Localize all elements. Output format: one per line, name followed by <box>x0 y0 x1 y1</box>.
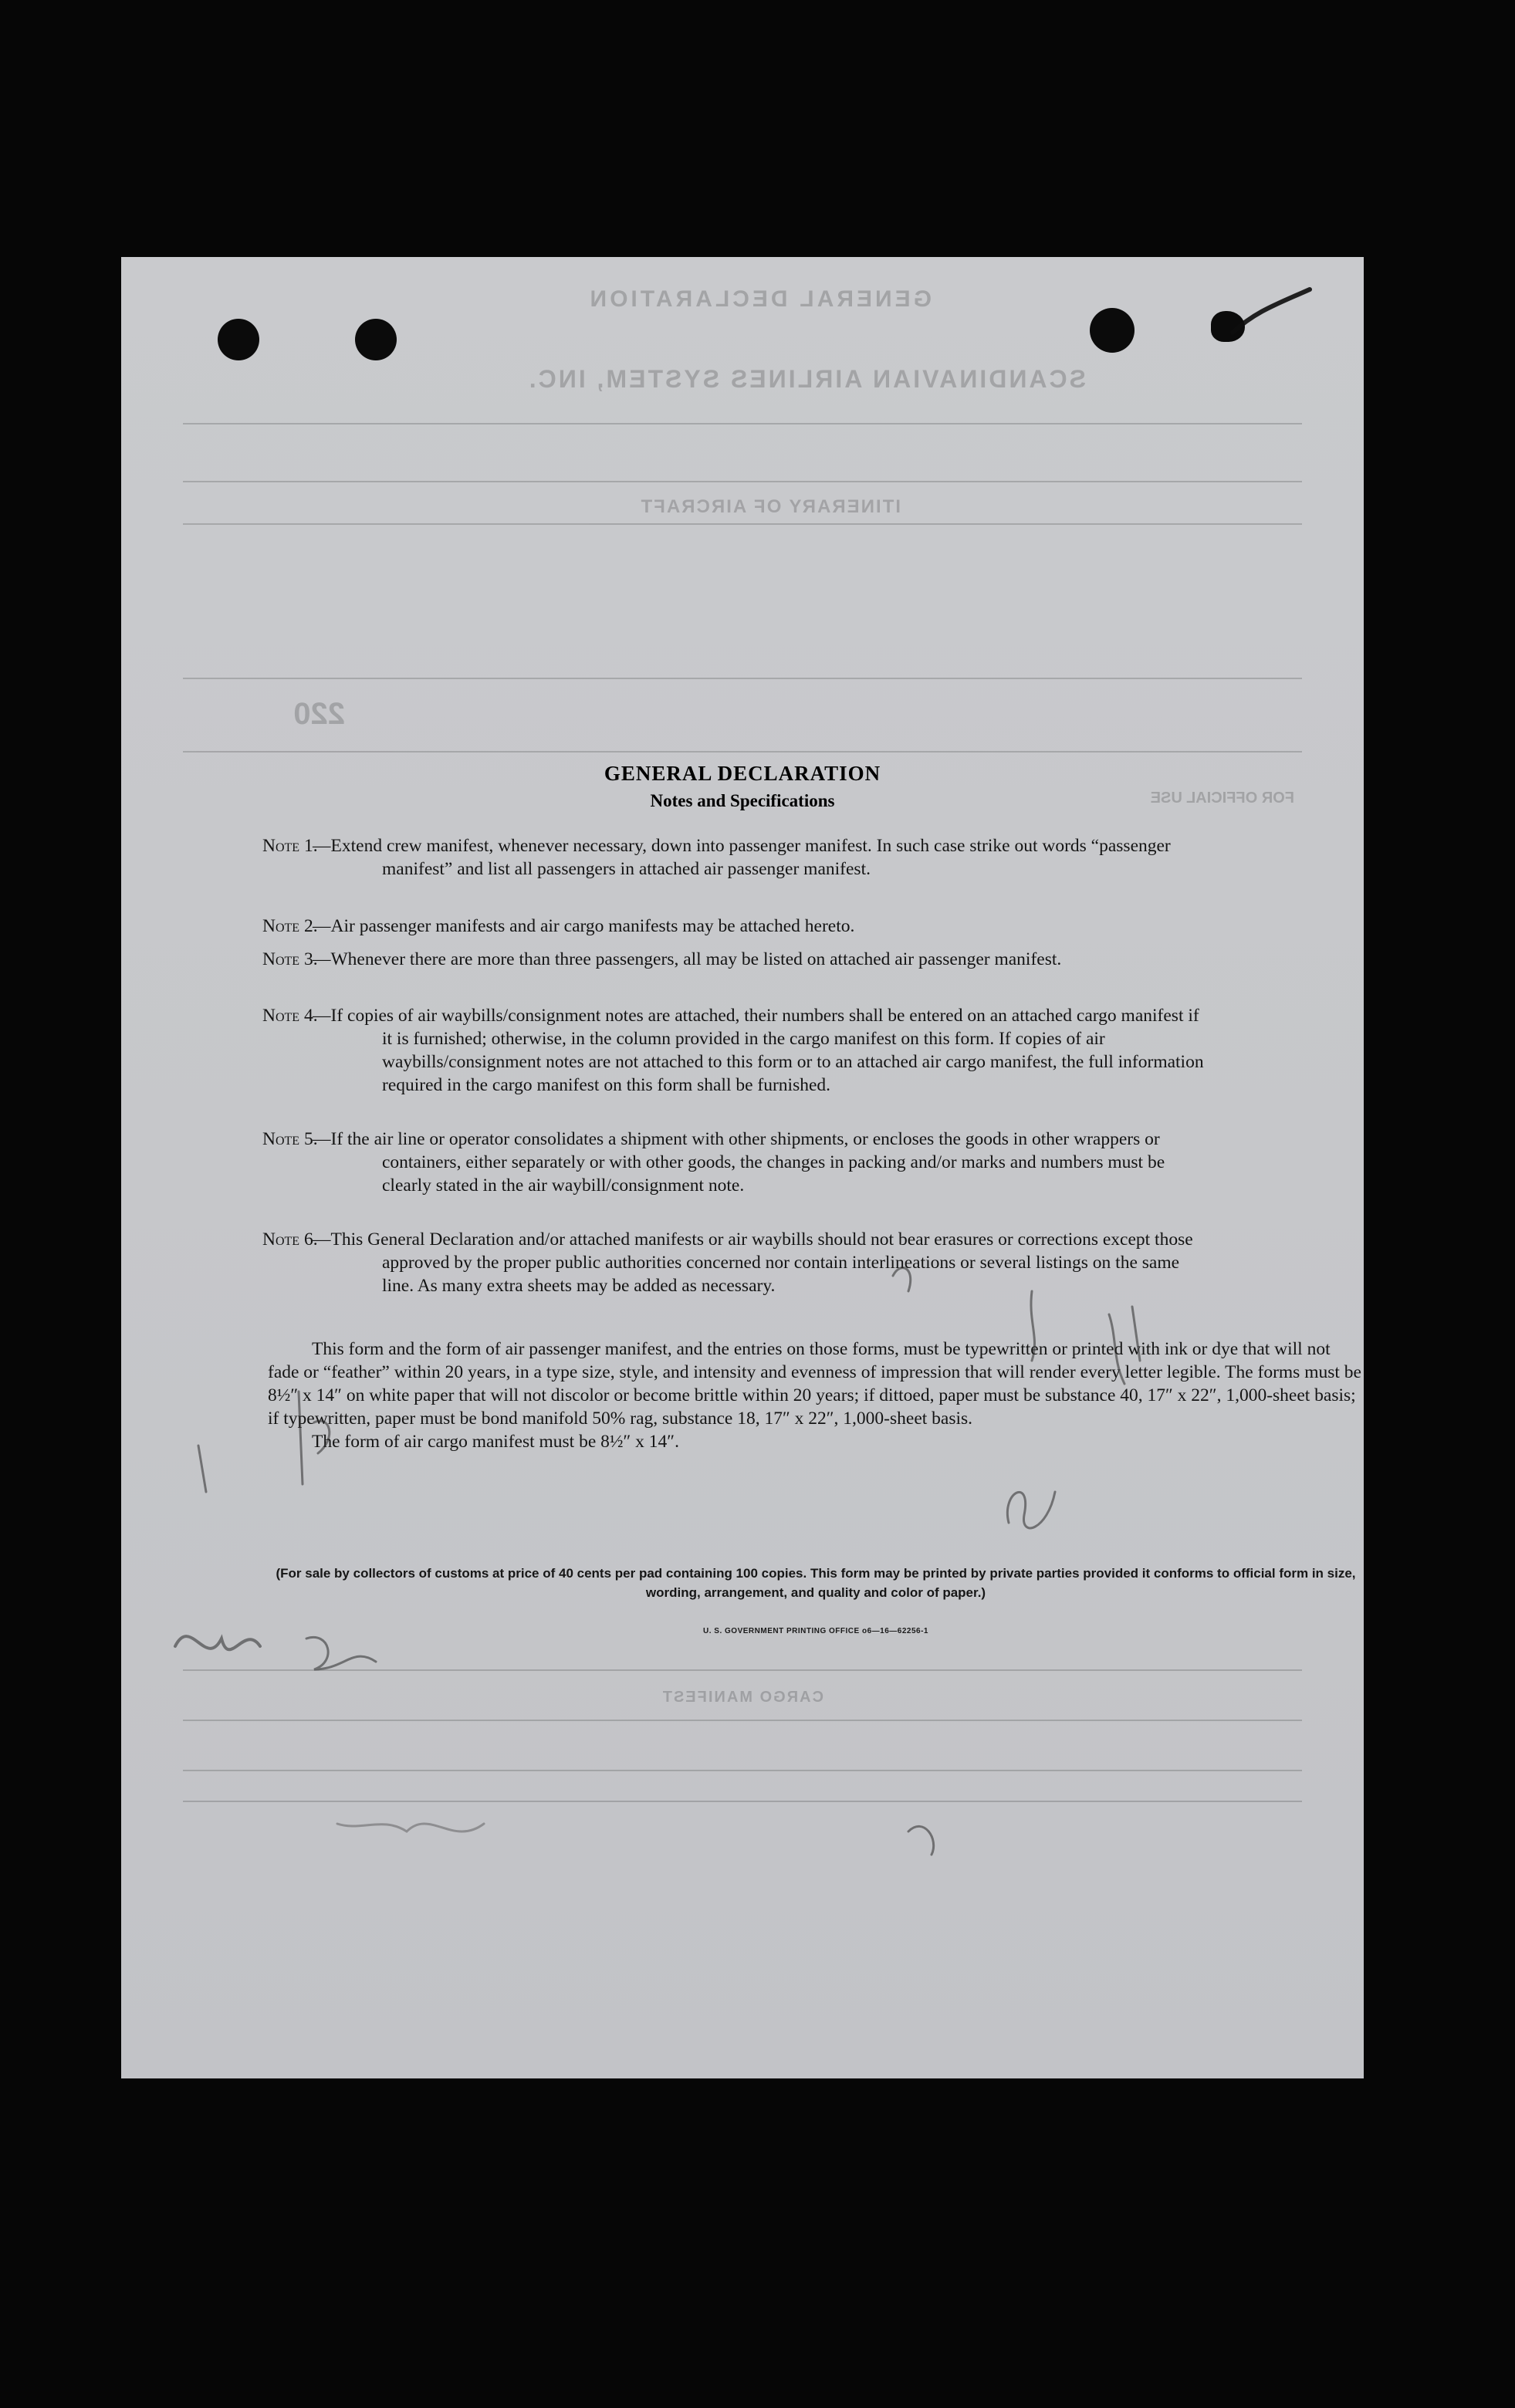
note-6-label: Note 6. <box>262 1229 318 1250</box>
note-6-text: —This General Declaration and/or attached manifests or air waybills should not bear erasures or corrections except those approved by the proper public authorities concerned nor contain interlineations or several listings on the same line. As many extra sheets may be added as necessary. <box>313 1229 1193 1296</box>
note-3-text: —Whenever there are more than three passengers, all may be listed on attached air passenger manifest. <box>313 949 1062 969</box>
page-subtitle: Notes and Specifications <box>650 791 835 810</box>
note-2 <box>262 915 1212 938</box>
note-4-label: Note 4. <box>262 1006 318 1026</box>
page-title: GENERAL DECLARATION <box>604 762 881 785</box>
sale-notice: (For sale by collectors of customs at price of 40 cents per pad containing 100 copies. This form may be printed by private parties provided it conforms to official form in size, wording, arrangement, and quality and color of paper.) <box>276 1566 1356 1600</box>
bleed-number: 220 <box>293 697 345 731</box>
document-sheet <box>121 257 1364 2078</box>
punch-hole-center-left <box>355 319 397 360</box>
note-2-text: —Air passenger manifests and air cargo manifests may be attached hereto. <box>313 916 855 936</box>
note-1-text: —Extend crew manifest, whenever necessary, down into passenger manifest. In such case strike out words “passenger manifest” and list all passengers in attached air passenger manifest. <box>313 836 1171 879</box>
bleed-itinerary: ITINERARY OF AIRCRAFT <box>639 496 901 517</box>
note-4 <box>262 1004 1212 1097</box>
note-5 <box>262 1128 1212 1197</box>
cargo-size-text: The form of air cargo manifest must be 8½″ x 14″. <box>312 1432 679 1452</box>
specifications-paragraph <box>268 1338 1364 1453</box>
note-5-label: Note 5. <box>262 1129 318 1149</box>
bleed-operator: SCANDINAVIAN AIRLINES SYSTEM, INC. <box>526 365 1086 393</box>
note-6 <box>262 1228 1212 1297</box>
note-5-text: —If the air line or operator consolidates a shipment with other shipments, or encloses the goods in other wrappers or containers, either separately or with other goods, the changes in packing and/or marks and numbers must be clearly stated in the air waybill/consignment note. <box>313 1129 1165 1196</box>
note-1-label: Note 1. <box>262 836 318 856</box>
note-4-text: —If copies of air waybills/consignment notes are attached, their numbers shall be entered on an attached cargo manifest if it is furnished; otherwise, in the column provided in the cargo manifest on this form. If copies of air waybills/consignment notes are not attached to this form or to an attached air cargo manifest, the full information required in the cargo manifest on this form shall be furnished. <box>313 1006 1204 1095</box>
printer-imprint: U. S. GOVERNMENT PRINTING OFFICE o6—16—62256-1 <box>703 1627 928 1635</box>
bleed-cargo: CARGO MANIFEST <box>661 1689 823 1706</box>
specifications-text: This form and the form of air passenger manifest, and the entries on those forms, must be typewritten or printed with ink or dye that will not fade or “feather” within 20 years, in a type size, style, and intensity and evenness of impression that will render every letter legible. The forms must be 8½″ x 14″ on white paper that will not discolor or become brittle within 20 years; if dittoed, paper must be substance 40, 17″ x 22″, 1,000-sheet basis; if typewritten, paper must be bond manifold 50% rag, substance 18, 17″ x 22″, 1,000-sheet basis. <box>268 1339 1361 1429</box>
note-3-label: Note 3. <box>262 949 318 969</box>
punch-hole-far-right <box>1211 311 1245 342</box>
note-1 <box>262 834 1212 881</box>
note-2-label: Note 2. <box>262 916 318 936</box>
punch-hole-right <box>1090 308 1135 353</box>
note-3 <box>262 948 1212 971</box>
bleed-form-title: GENERAL DECLARATION <box>587 286 932 312</box>
punch-hole-left <box>218 319 259 360</box>
bleed-official-use: FOR OFFICIAL USE <box>1150 790 1294 807</box>
